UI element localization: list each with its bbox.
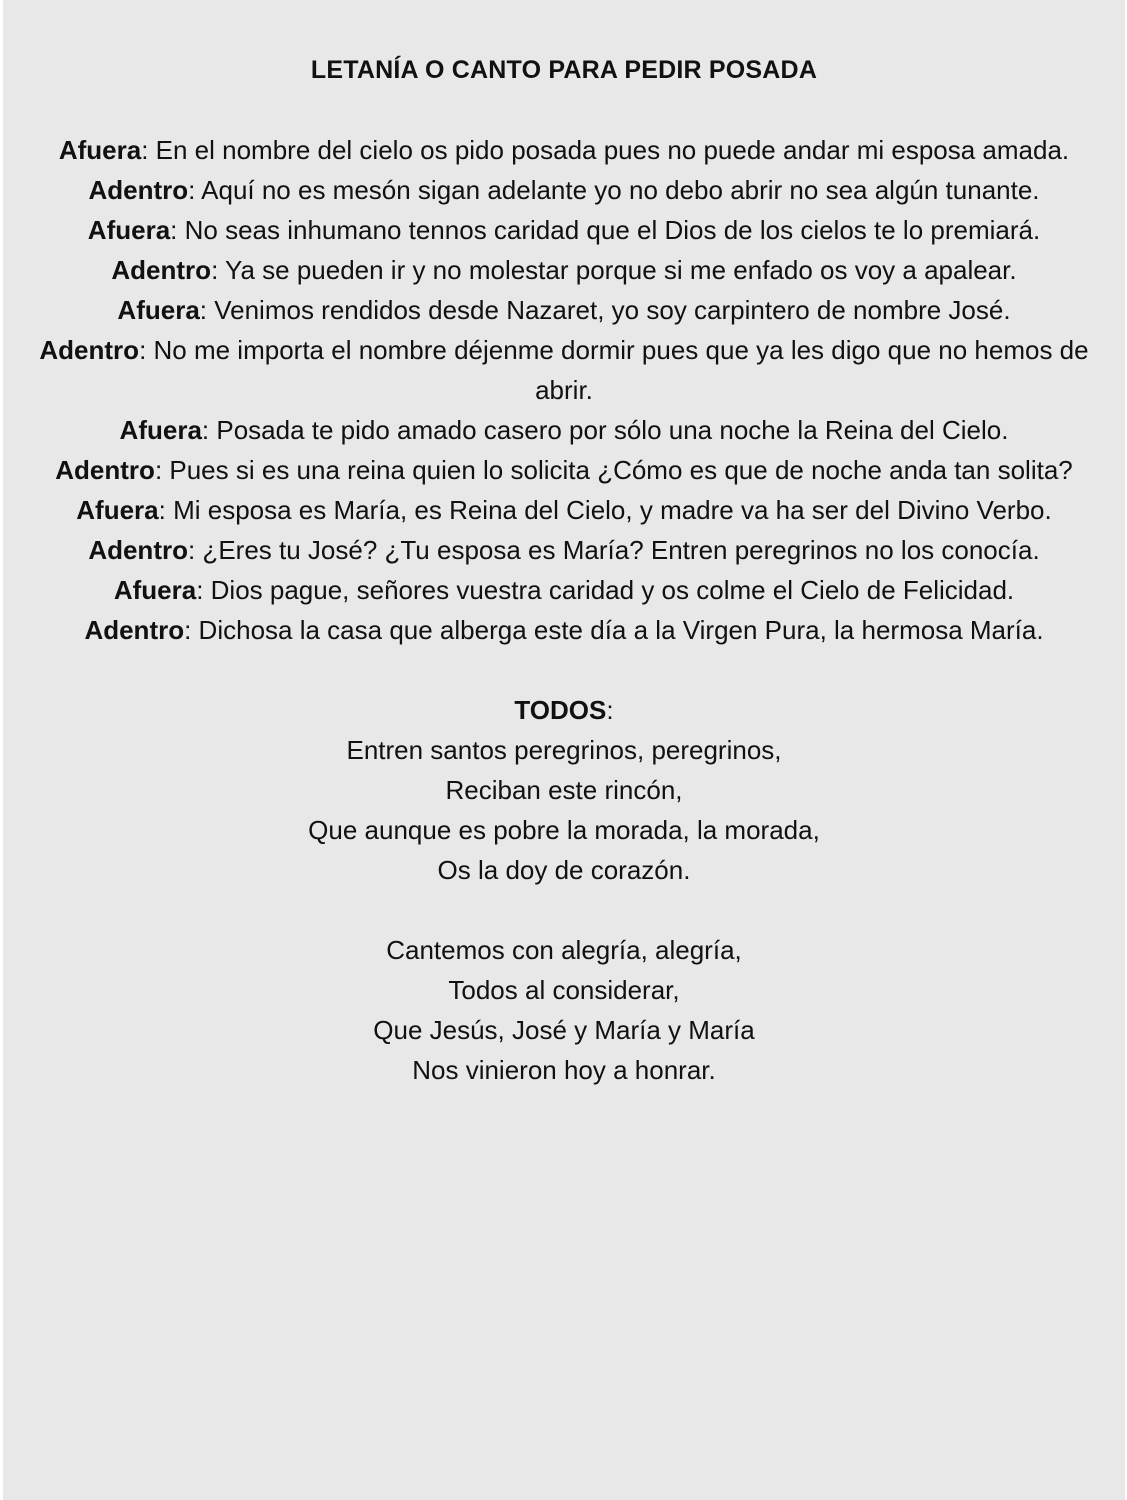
verse-line: Que aunque es pobre la morada, la morada,: [308, 815, 820, 845]
verse-line: Que Jesús, José y María y María: [373, 1015, 755, 1045]
dialogue-line: [14, 250, 1114, 290]
dialogue-line: [14, 570, 1114, 610]
speaker-label: Afuera: [58, 135, 142, 165]
speaker-label: Afuera: [87, 215, 171, 245]
dialogue-text: : No me importa el nombre déjenme dormir pues que ya les digo que no hemos de abrir.: [139, 335, 1089, 405]
todos-heading: [3, 690, 1125, 730]
dialogue-text: : Ya se pueden ir y no molestar porque si me enfado os voy a apalear.: [211, 255, 1017, 285]
dialogue-text: : ¿Eres tu José? ¿Tu esposa es María? Entren peregrinos no los conocía.: [187, 535, 1040, 565]
dialogue-line: [14, 210, 1114, 250]
dialogue-line: [14, 290, 1114, 330]
speaker-label: Adentro: [84, 615, 185, 645]
speaker-label: Adentro: [88, 175, 189, 205]
dialogue-text: : Dios pague, señores vuestra caridad y os colme el Cielo de Felicidad.: [196, 575, 1015, 605]
speaker-label: Adentro: [88, 535, 188, 565]
dialogue-text: : Posada te pido amado casero por sólo una noche la Reina del Cielo.: [201, 415, 1009, 445]
verse-line: Nos vinieron hoy a honrar.: [412, 1055, 716, 1085]
dialogue-line: [14, 330, 1114, 410]
speaker-label: Afuera: [119, 415, 202, 445]
dialogue-text: : Dichosa la casa que alberga este día a la Virgen Pura, la hermosa María.: [184, 615, 1044, 645]
speaker-label: Adentro: [55, 455, 155, 485]
speaker-label: Adentro: [39, 335, 140, 365]
speaker-label: Afuera: [117, 295, 200, 325]
verse-line: Cantemos con alegría, alegría,: [386, 935, 742, 965]
dialogue-line: [14, 170, 1114, 210]
dialogue-text: : Pues si es una reina quien lo solicita ¿Cómo es que de noche anda tan solita?: [154, 455, 1073, 485]
document-content: [3, 50, 1125, 1090]
dialogue-text: : En el nombre del cielo os pido posada pues no puede andar mi esposa amada.: [141, 135, 1070, 165]
todos-colon: :: [606, 695, 614, 725]
dialogue-text: : Mi esposa es María, es Reina del Cielo, y madre va ha ser del Divino Verbo.: [158, 495, 1052, 525]
stanza-1: [3, 730, 1125, 890]
speaker-label: Adentro: [111, 255, 212, 285]
dialogue-section: [14, 130, 1114, 650]
dialogue-text: : Venimos rendidos desde Nazaret, yo soy carpintero de nombre José.: [199, 295, 1011, 325]
dialogue-text: : No seas inhumano tennos caridad que el Dios de los cielos te lo premiará.: [170, 215, 1041, 245]
verse-line: Os la doy de corazón.: [437, 855, 691, 885]
dialogue-line: [14, 530, 1114, 570]
todos-section: [3, 690, 1125, 1090]
dialogue-line: [14, 410, 1114, 450]
verse-line: Entren santos peregrinos, peregrinos,: [346, 735, 782, 765]
document-page: [3, 0, 1125, 1500]
dialogue-text: : Aquí no es mesón sigan adelante yo no debo abrir no sea algún tunante.: [188, 175, 1040, 205]
stanza-2: [3, 930, 1125, 1090]
speaker-label: Afuera: [76, 495, 159, 525]
verse-line: Reciban este rincón,: [445, 775, 683, 805]
dialogue-line: [14, 490, 1114, 530]
verse-line: Todos al considerar,: [448, 975, 680, 1005]
dialogue-line: [14, 450, 1114, 490]
document-title: LETANÍA O CANTO PARA PEDIR POSADA: [310, 56, 818, 84]
speaker-label: Afuera: [113, 575, 197, 605]
todos-label: TODOS: [514, 695, 607, 725]
dialogue-line: [14, 610, 1114, 650]
dialogue-line: [14, 130, 1114, 170]
